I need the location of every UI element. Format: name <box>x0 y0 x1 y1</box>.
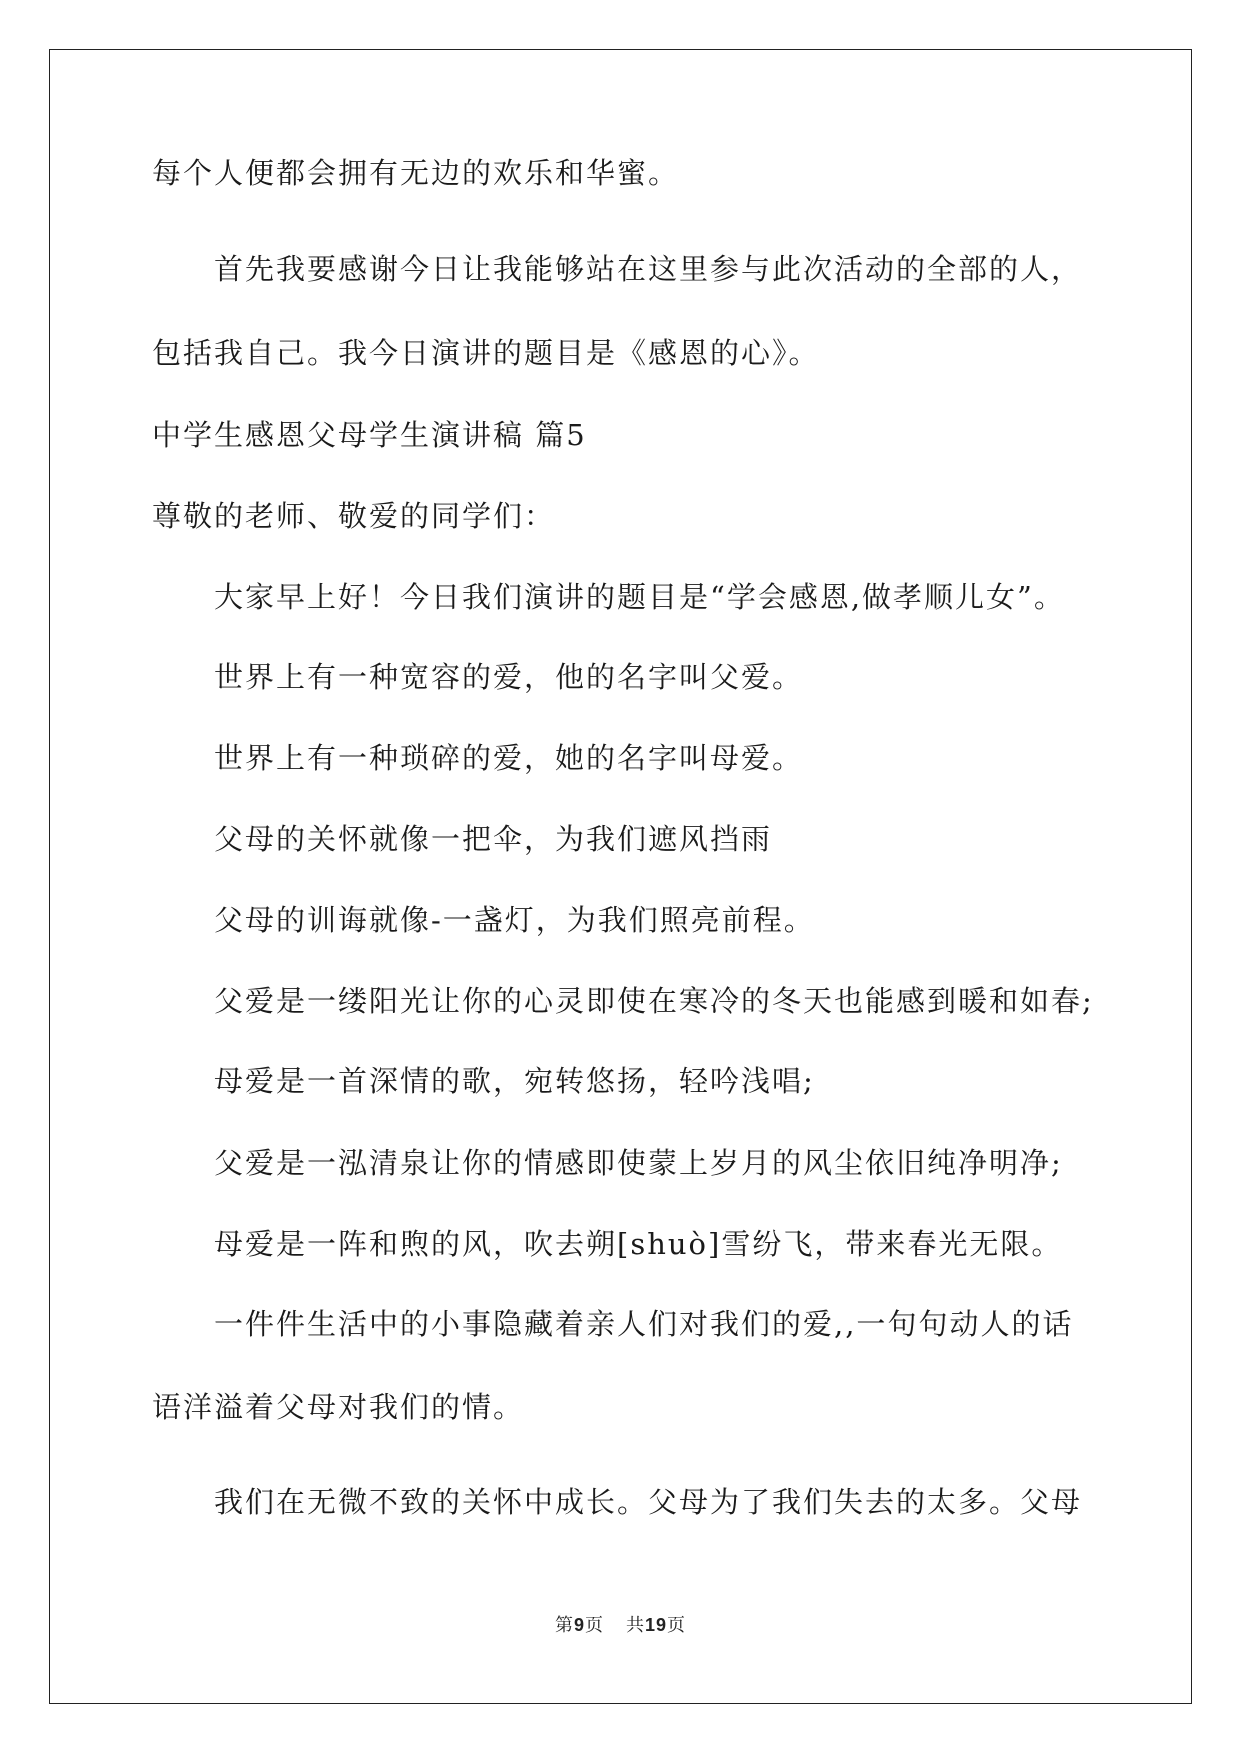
paragraph-line: 父母的关怀就像一把伞，为我们遮风挡雨 <box>214 822 773 856</box>
page-footer <box>0 1614 1241 1637</box>
paragraph-line: 母爱是一阵和煦的风，吹去朔[shuò]雪纷飞，带来春光无限。 <box>214 1227 1063 1261</box>
paragraph-line: 首先我要感谢今日让我能够站在这里参与此次活动的全部的人， <box>214 252 1083 286</box>
page-border <box>49 49 1192 1704</box>
paragraph-line: 语洋溢着父母对我们的情。 <box>152 1390 525 1424</box>
paragraph-line: 父母的训诲就像-一盏灯，为我们照亮前程。 <box>214 903 815 937</box>
footer-page-total: 19 <box>644 1615 668 1635</box>
paragraph-line: 世界上有一种宽容的爱，他的名字叫父爱。 <box>214 660 804 694</box>
paragraph-line: 世界上有一种琐碎的爱，她的名字叫母爱。 <box>214 741 804 775</box>
section-heading: 中学生感恩父母学生演讲稿 篇5 <box>152 418 587 452</box>
footer-page-prefix: 第 <box>554 1615 574 1636</box>
paragraph-line: 一件件生活中的小事隐藏着亲人们对我们的爱,,一句句动人的话 <box>214 1307 1074 1341</box>
salutation: 尊敬的老师、敬爱的同学们： <box>152 499 556 533</box>
footer-total-prefix: 共 <box>625 1615 645 1636</box>
paragraph-line: 母爱是一首深情的歌，宛转悠扬，轻吟浅唱; <box>214 1064 815 1098</box>
paragraph-line: 父爱是一缕阳光让你的心灵即使在寒冷的冬天也能感到暖和如春; <box>214 984 1094 1018</box>
paragraph-line: 每个人便都会拥有无边的欢乐和华蜜。 <box>152 156 680 190</box>
paragraph-line: 父爱是一泓清泉让你的情感即使蒙上岁月的风尘依旧纯净明净; <box>214 1146 1063 1180</box>
footer-total-suffix: 页 <box>667 1615 687 1636</box>
paragraph-line: 大家早上好！今日我们演讲的题目是“学会感恩,做孝顺儿女”。 <box>214 580 1065 614</box>
footer-page-mid: 页 <box>584 1615 604 1636</box>
paragraph-line: 包括我自己。我今日演讲的题目是《感恩的心》。 <box>152 336 820 370</box>
footer-page-current: 9 <box>573 1615 585 1635</box>
paragraph-line: 我们在无微不致的关怀中成长。父母为了我们失去的太多。父母 <box>214 1485 1083 1519</box>
